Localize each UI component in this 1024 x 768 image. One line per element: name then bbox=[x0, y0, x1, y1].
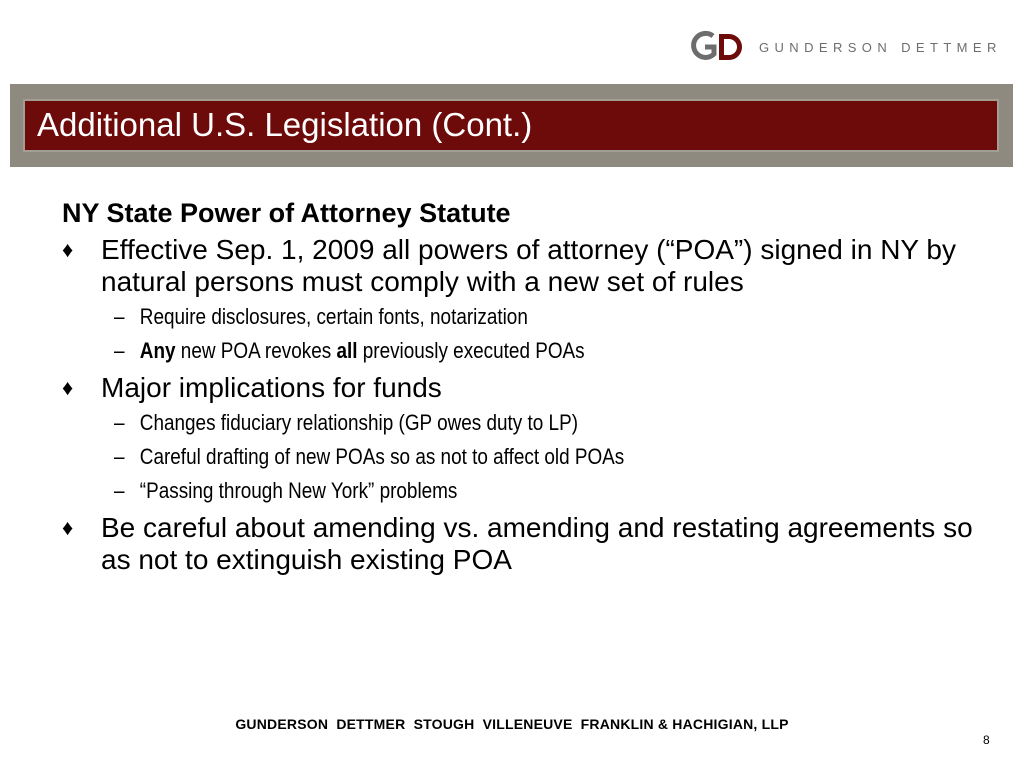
diamond-bullet-icon: ♦ bbox=[62, 375, 74, 400]
diamond-bullet-icon: ♦ bbox=[62, 515, 74, 540]
dash-bullet-icon: – bbox=[114, 304, 125, 329]
sub-bullet-text-part: new POA revokes bbox=[175, 338, 337, 363]
section-heading: NY State Power of Attorney Statute bbox=[62, 198, 511, 228]
bullet-text: Be careful about amending vs. amending and restating agreements so as not to extinguish existing POA bbox=[101, 512, 973, 575]
sub-bullet-text: Require disclosures, certain fonts, notarization bbox=[139, 304, 528, 329]
title-bar bbox=[25, 101, 997, 150]
slide-title: Additional U.S. Legislation (Cont.) bbox=[37, 106, 533, 143]
dash-bullet-icon: – bbox=[114, 338, 125, 363]
emphasis-all: all bbox=[336, 338, 358, 363]
company-logo bbox=[689, 30, 1002, 64]
footer-firm-name: GUNDERSON DETTMER STOUGH VILLENEUVE FRANKLIN & HACHIGIAN, LLP bbox=[235, 716, 789, 732]
sub-bullet-text: Changes fiduciary relationship (GP owes duty to LP) bbox=[139, 410, 578, 435]
sub-bullet-item bbox=[114, 338, 860, 364]
sub-bullet-item bbox=[114, 304, 860, 330]
sub-bullet-text-part: previously executed POAs bbox=[357, 338, 585, 363]
sub-bullet-item bbox=[114, 444, 860, 470]
diamond-bullet-icon: ♦ bbox=[62, 237, 74, 262]
sub-bullet-item bbox=[114, 410, 860, 436]
slide-content bbox=[62, 198, 982, 580]
bullet-text: Major implications for funds bbox=[101, 372, 442, 403]
bullet-item bbox=[62, 234, 982, 298]
sub-bullet-text: “Passing through New York” problems bbox=[139, 478, 458, 503]
bullet-text: Effective Sep. 1, 2009 all powers of attorney (“POA”) signed in NY by natural persons must comply with a new set of rules bbox=[101, 234, 956, 297]
sub-bullet-item bbox=[114, 478, 860, 504]
bullet-item bbox=[62, 372, 982, 404]
dash-bullet-icon: – bbox=[114, 444, 125, 469]
gd-logo-mark-icon bbox=[689, 30, 747, 64]
bullet-item bbox=[62, 512, 982, 576]
sub-bullet-text: Careful drafting of new POAs so as not to affect old POAs bbox=[139, 444, 625, 469]
sub-bullet-text bbox=[140, 338, 585, 364]
emphasis-any: Any bbox=[139, 338, 176, 363]
dash-bullet-icon: – bbox=[114, 410, 125, 435]
logo-text: GUNDERSON DETTMER bbox=[759, 39, 1002, 55]
page-number: 8 bbox=[983, 733, 990, 747]
sub-list bbox=[62, 304, 982, 364]
dash-bullet-icon: – bbox=[114, 478, 125, 503]
sub-list bbox=[62, 410, 982, 504]
